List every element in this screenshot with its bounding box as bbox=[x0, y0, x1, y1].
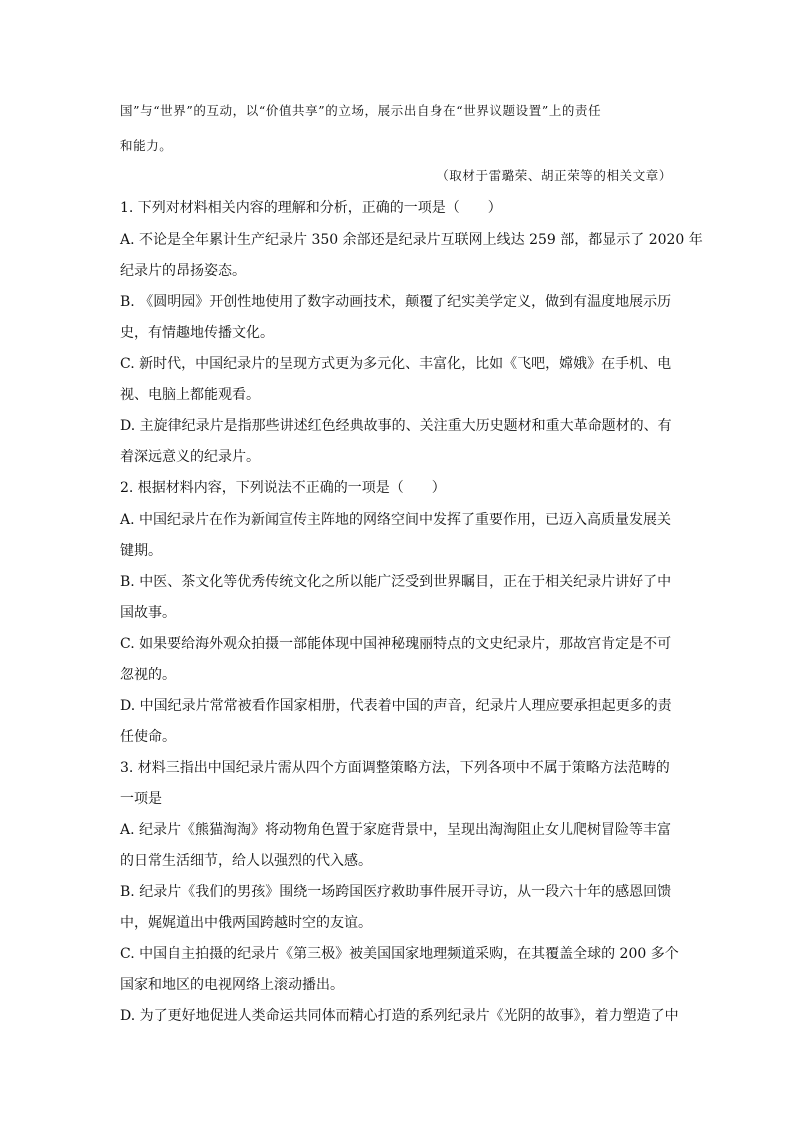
question-3-option-a: A. 纪录片《熊猫淘淘》将动物角色置于家庭背景中，呈现出淘淘阻止女儿爬树冒险等丰富 bbox=[120, 822, 672, 838]
question-1-option-d-cont: 着深远意义的纪录片。 bbox=[120, 449, 260, 465]
question-1-option-b-cont: 史，有情趣地传播文化。 bbox=[120, 325, 274, 341]
source-citation: （取材于雷璐荣、胡正荣等的相关文章） bbox=[436, 168, 672, 183]
question-2-option-a-cont: 键期。 bbox=[120, 543, 162, 559]
question-2-option-c: C. 如果要给海外观众拍摄一部能体现中国神秘瑰丽特点的文史纪录片，那故宫肯定是不可 bbox=[120, 636, 672, 652]
question-2-option-b-cont: 国故事。 bbox=[120, 605, 176, 621]
question-1-option-c-cont: 视、电脑上都能观看。 bbox=[120, 387, 260, 403]
question-1-option-c: C. 新时代，中国纪录片的呈现方式更为多元化、丰富化，比如《飞吧，嫦娥》在手机、电 bbox=[120, 356, 672, 372]
question-1-option-b: B. 《圆明园》开创性地使用了数字动画技术，颠覆了纪实美学定义，做到有温度地展示历 bbox=[120, 294, 672, 310]
question-2-option-d: D. 中国纪录片常常被看作国家相册，代表着中国的声音，纪录片人理应要承担起更多的责 bbox=[120, 698, 672, 714]
question-3-option-d: D. 为了更好地促进人类命运共同体而精心打造的系列纪录片《光阴的故事》，着力塑造了中 bbox=[120, 1008, 679, 1024]
question-1-stem: 1. 下列对材料相关内容的理解和分析，正确的一项是（ ） bbox=[120, 200, 502, 216]
question-3-option-b-cont: 中，娓娓道出中俄两国跨越时空的友谊。 bbox=[120, 915, 372, 931]
question-2-option-c-cont: 忽视的。 bbox=[120, 667, 176, 683]
question-2-stem: 2. 根据材料内容，下列说法不正确的一项是（ ） bbox=[120, 480, 446, 496]
question-3-option-b: B. 纪录片《我们的男孩》围绕一场跨国医疗救助事件展开寻访，从一段六十年的感恩回馈 bbox=[120, 884, 672, 900]
question-1-option-d: D. 主旋律纪录片是指那些讲述红色经典故事的、关注重大历史题材和重大革命题材的、有 bbox=[120, 418, 672, 434]
intro-line-1: 国”与“世界”的互动，以“价值共享”的立场，展示出自身在“世界议题设置”上的责任 bbox=[120, 103, 602, 118]
question-3-option-a-cont: 的日常生活细节，给人以强烈的代入感。 bbox=[120, 853, 372, 869]
intro-line-2: 和能力。 bbox=[120, 138, 173, 153]
question-3-stem-cont: 一项是 bbox=[120, 791, 162, 807]
question-2-option-b: B. 中医、茶文化等优秀传统文化之所以能广泛受到世界瞩目，正在于相关纪录片讲好了中 bbox=[120, 574, 672, 590]
question-3-option-c: C. 中国自主拍摄的纪录片《第三极》被美国国家地理频道采购，在其覆盖全球的 200 多个 bbox=[120, 946, 679, 962]
question-2-option-a: A. 中国纪录片在作为新闻宣传主阵地的网络空间中发挥了重要作用，已迈入高质量发展关 bbox=[120, 512, 672, 528]
question-2-option-d-cont: 任使命。 bbox=[120, 729, 176, 745]
question-1-option-a: A. 不论是全年累计生产纪录片 350 余部还是纪录片互联网上线达 259 部，都显示了 2020 年 bbox=[120, 232, 703, 248]
question-1-option-a-cont: 纪录片的昂扬姿态。 bbox=[120, 263, 246, 279]
question-3-option-c-cont: 国家和地区的电视网络上滚动播出。 bbox=[120, 977, 344, 993]
question-3-stem: 3. 材料三指出中国纪录片需从四个方面调整策略方法，下列各项中不属于策略方法范畴的 bbox=[120, 760, 670, 776]
